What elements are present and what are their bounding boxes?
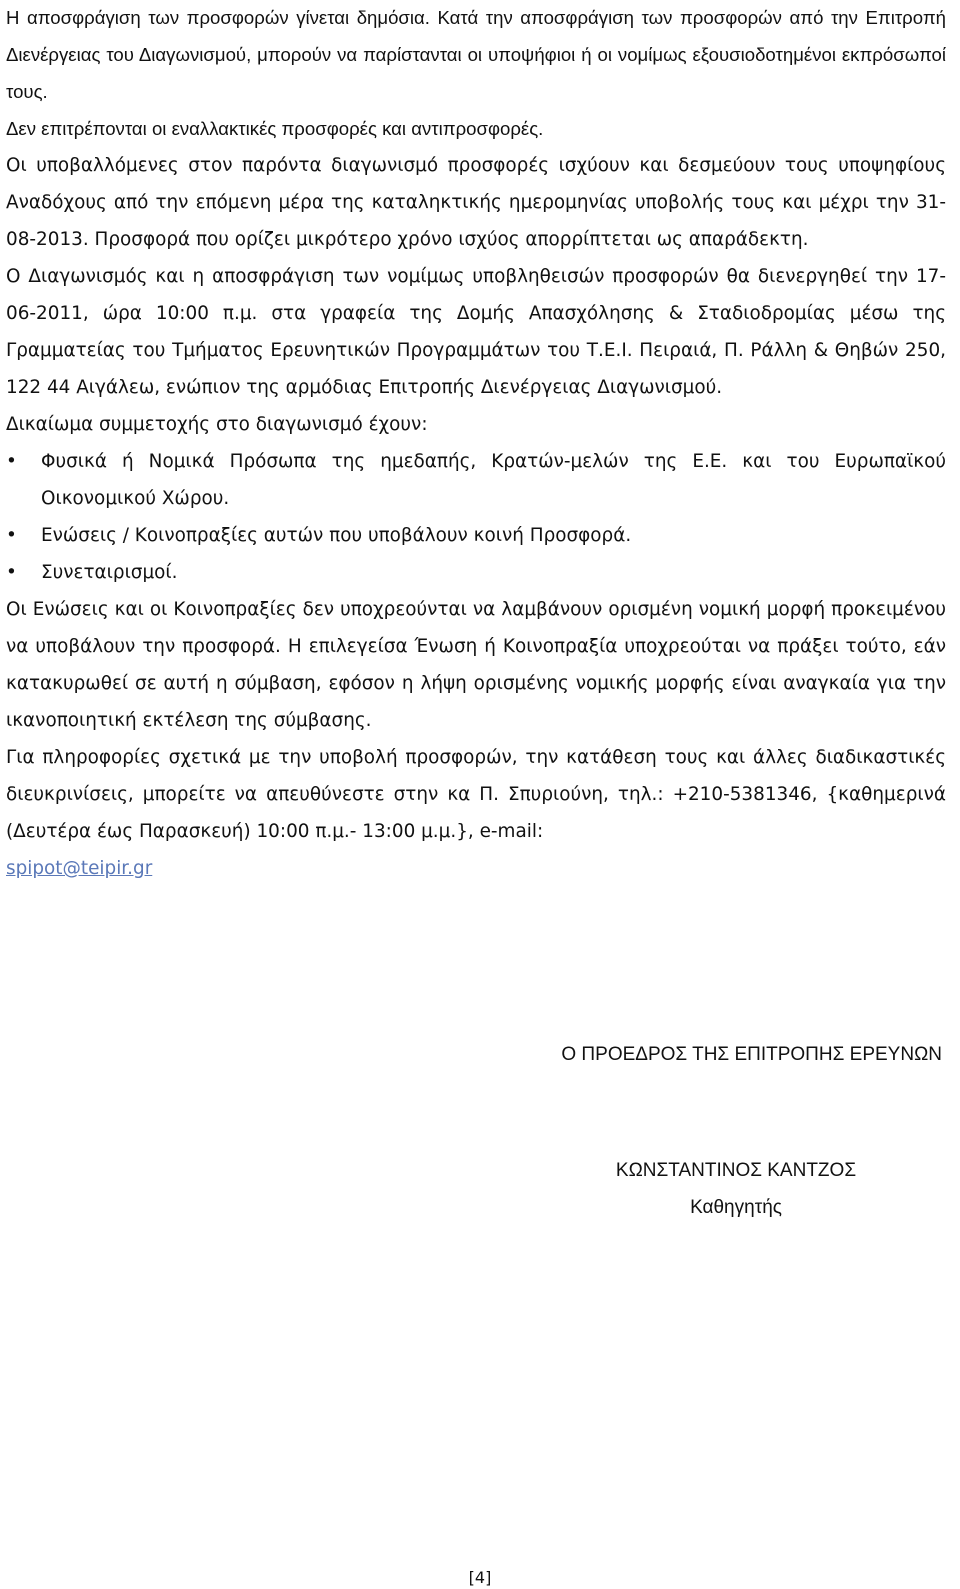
signatory-name: ΚΩΝΣΤΑΝΤΙΝΟΣ ΚΑΝΤΖΟΣ [615, 1160, 857, 1181]
signature-title: Ο ΠΡΟΕΔΡΟΣ ΤΗΣ ΕΠΙΤΡΟΠΗΣ ΕΡΕΥΝΩΝ [561, 1044, 942, 1065]
list-item [6, 443, 946, 517]
page-number: [4] [468, 1568, 492, 1587]
list-item [6, 554, 946, 591]
bullet-icon: • [6, 562, 17, 583]
contact-text: Για πληροφορίες σχετικά με την υποβολή προσφορών, την κατάθεση τους και άλλες διαδικαστικές διευκρινίσεις, μπορείτε να απευθύνεστε στην κα Π. Σπυριούνη, τηλ.: +210-5381346, {καθημερινά (Δευτέρα έως Παρασκευή) 10:00 π.μ.- 13:00 μ.μ.}, e-mail: [6, 747, 946, 842]
bullet-icon: • [6, 525, 17, 546]
eligibility-list [6, 443, 946, 591]
document-body [6, 0, 946, 887]
paragraph-opening: Η αποσφράγιση των προσφορών γίνεται δημόσια. Κατά την αποσφράγιση των προσφορών από την Επιτροπή Διενέργειας του Διαγωνισμού, μπορούν να παρίστανται οι υποψήφιοι ή οι νομίμως εξουσιοδοτημένοι εκπρόσωποί τους. [6, 7, 946, 102]
signatory-role: Καθηγητής [690, 1197, 782, 1218]
list-item-text: Φυσικά ή Νομικά Πρόσωπα της ημεδαπής, Κρατών-μελών της Ε.Ε. και του Ευρωπαϊκού Οικονομικού Χώρου. [41, 451, 946, 509]
paragraph-no-alternatives: Δεν επιτρέπονται οι εναλλακτικές προσφορές και αντιπροσφορές. [6, 118, 544, 139]
list-item [6, 517, 946, 554]
paragraph-contact [6, 739, 946, 887]
list-item-text: Ενώσεις / Κοινοπραξίες αυτών που υποβάλουν κοινή Προσφορά. [41, 525, 632, 546]
signature-block [596, 1152, 876, 1226]
email-link[interactable]: spipot@teipir.gr [6, 858, 153, 879]
bullet-icon: • [6, 451, 17, 472]
paragraph-eligibility: Δικαίωμα συμμετοχής στο διαγωνισμό έχουν: [6, 414, 428, 435]
paragraph-tender-date: Ο Διαγωνισμός και η αποσφράγιση των νομίμως υποβληθεισών προσφορών θα διενεργηθεί την 17-06-2011, ώρα 10:00 π.μ. στα γραφεία της Δομής Απασχόλησης & Σταδιοδρομίας μέσω της Γραμματείας του Τμήματος Ερευνητικών Προγραμμάτων του Τ.Ε.Ι. Πειραιά, Π. Ράλλη & Θηβών 250, 122 44 Αιγάλεω, ενώπιον της αρμόδιας Επιτροπής Διενέργειας Διαγωνισμού. [6, 266, 946, 398]
paragraph-joint-ventures: Οι Ενώσεις και οι Κοινοπραξίες δεν υποχρεούνται να λαμβάνουν ορισμένη νομική μορφή προκειμένου να υποβάλουν την προσφορά. Η επιλεγείσα Ένωση ή Κοινοπραξία υποχρεούται να πράξει τούτο, εάν κατακυρωθεί σε αυτή η σύμβαση, εφόσον η λήψη ορισμένης νομικής μορφής είναι αναγκαία για την ικανοποιητική εκτέλεση της σύμβασης. [6, 599, 946, 731]
paragraph-validity: Οι υποβαλλόμενες στον παρόντα διαγωνισμό προσφορές ισχύουν και δεσμεύουν τους υποψηφίους Αναδόχους από την επόμενη μέρα της καταληκτικής ημερομηνίας υποβολής τους και μέχρι την 31-08-2013. Προσφορά που ορίζει μικρότερο χρόνο ισχύος απορρίπτεται ως απαράδεκτη. [6, 155, 946, 250]
list-item-text: Συνεταιρισμοί. [41, 562, 178, 583]
